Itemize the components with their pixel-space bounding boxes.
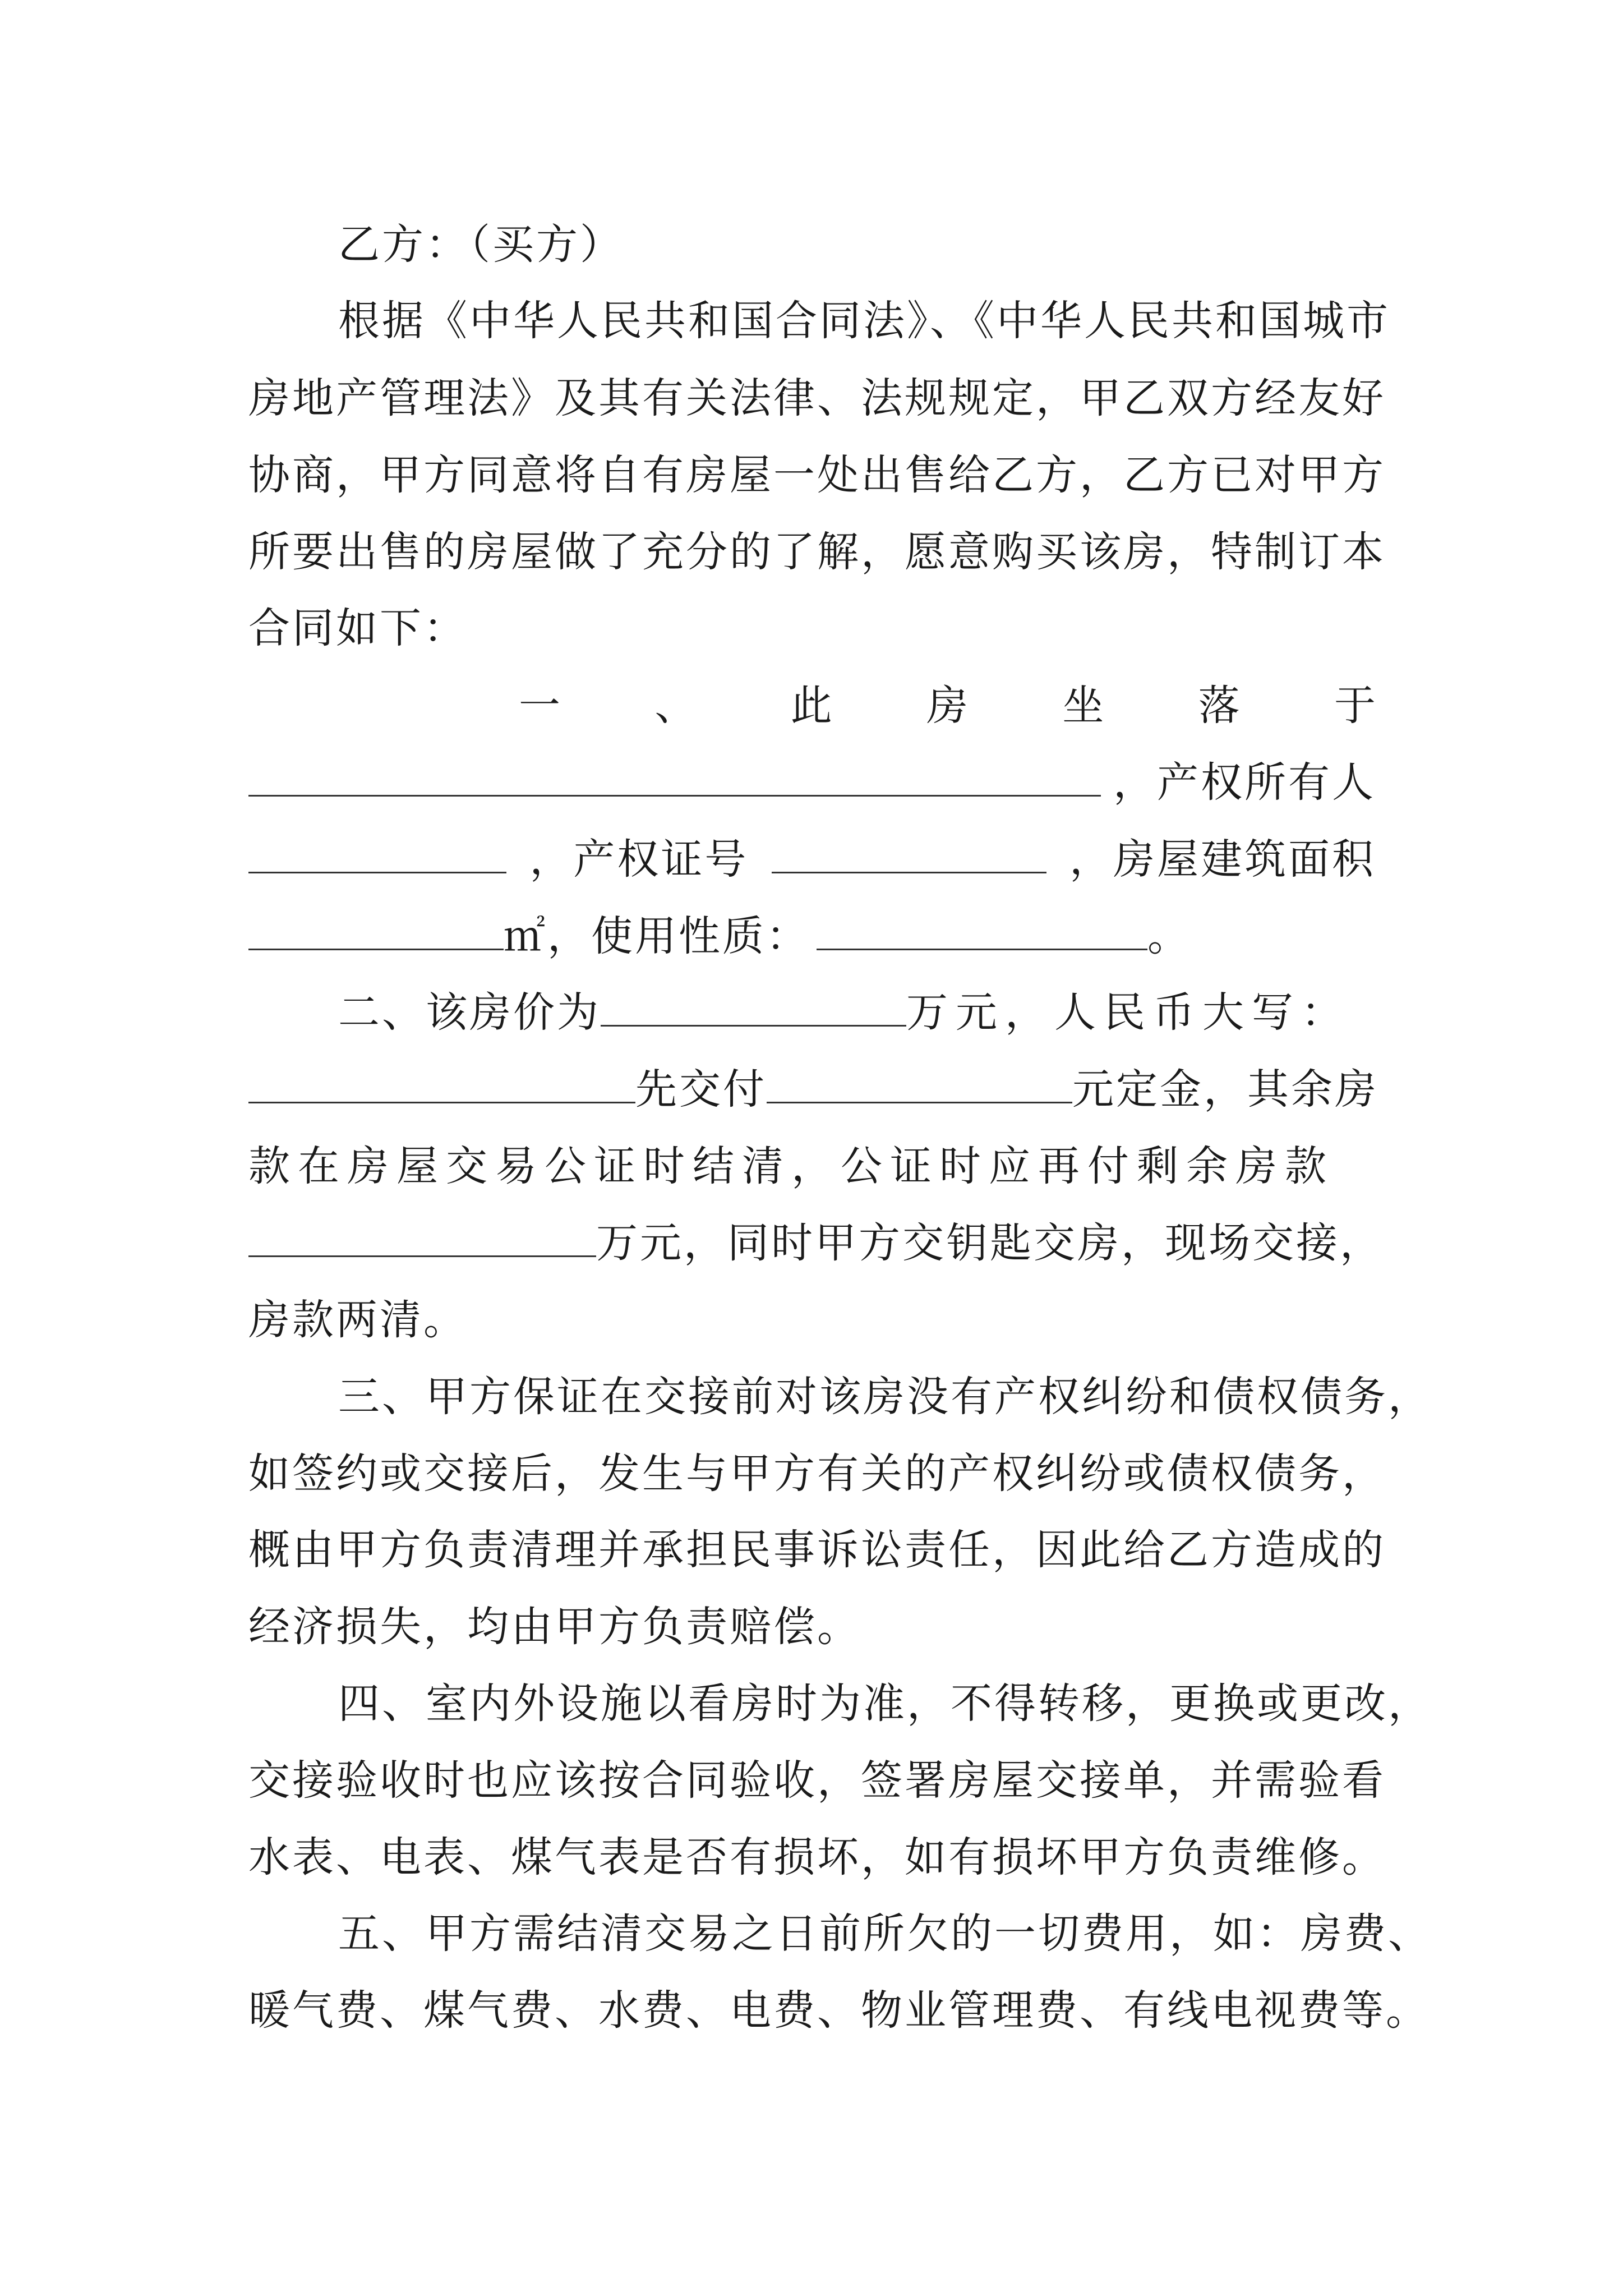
price-label: 二、该房价为 (338, 988, 601, 1037)
clause-1-char-6: 落 (1198, 682, 1240, 730)
clause-1-end: 。 (1147, 912, 1191, 960)
cert-label: ，产权证号 (529, 835, 749, 884)
clause-2-line-1 (248, 984, 1376, 1041)
clause-2-line-2 (248, 1061, 1376, 1117)
clause-1-line-4 (248, 908, 1376, 964)
party-b-line: 乙方：（买方） (338, 220, 624, 269)
clause-1-char-7: 于 (1334, 682, 1376, 730)
deposit-unit-label: 元定金，其余房 (1072, 1065, 1378, 1114)
remaining-label: 万元，同时甲方交钥匙交房，现场交接， (596, 1219, 1384, 1267)
clause-2-line-3: 款在房屋交易公证时结清，公证时应再付剩余房款 (248, 1142, 1334, 1190)
clause-5-line-2: 暖气费、煤气费、水费、电费、物业管理费、有线电视费等。 (248, 1986, 1430, 2035)
area-unit-label: ㎡，使用性质： (504, 912, 810, 960)
owner-label: ，产权所有人 (1113, 758, 1376, 807)
intro-line-1: 根据《中华人民共和国合同法》、《中华人民共和国城市 (338, 297, 1390, 345)
intro-line-3: 协商，甲方同意将自有房屋一处出售给乙方，乙方已对甲方 (248, 451, 1386, 499)
usage-blank[interactable] (817, 912, 1147, 950)
remaining-blank[interactable] (248, 1218, 596, 1257)
price-uppercase-blank[interactable] (248, 1065, 635, 1103)
area-blank[interactable] (248, 912, 504, 950)
clause-4-line-3: 水表、电表、煤气表是否有损坏，如有损坏甲方负责维修。 (248, 1833, 1386, 1881)
clause-1-heading (519, 678, 1376, 734)
clause-5-line-1: 五、甲方需结清交易之日前所欠的一切费用，如：房费、 (338, 1910, 1432, 1958)
cert-number-blank[interactable] (772, 835, 1046, 873)
clause-1-char-5: 坐 (1062, 682, 1104, 730)
price-unit-label: 万元，人民币大写： (906, 988, 1350, 1037)
clause-1-char-1: 一 (519, 682, 560, 730)
clause-3-line-1: 三、甲方保证在交接前对该房没有产权纠纷和债权债务， (338, 1373, 1432, 1421)
deposit-label: 先交付 (635, 1065, 767, 1114)
intro-line-5: 合同如下： (248, 604, 467, 652)
price-blank[interactable] (601, 988, 906, 1027)
clause-1-char-3: 此 (790, 682, 832, 730)
clause-4-line-2: 交接验收时也应该按合同验收，签署房屋交接单，并需验看 (248, 1756, 1386, 1805)
clause-4-line-1: 四、室内外设施以看房时为准，不得转移，更换或更改， (338, 1680, 1432, 1728)
clause-3-line-3: 概由甲方负责清理并承担民事诉讼责任，因此给乙方造成的 (248, 1526, 1386, 1574)
clause-3-line-4: 经济损失，均由甲方负责赔偿。 (248, 1603, 861, 1651)
area-label: ，房屋建筑面积 (1069, 835, 1376, 884)
owner-blank[interactable] (248, 835, 506, 873)
intro-line-2: 房地产管理法》及其有关法律、法规规定，甲乙双方经友好 (248, 374, 1386, 422)
clause-2-line-5: 房款两清。 (248, 1296, 467, 1344)
clause-1-line-2 (248, 754, 1376, 811)
clause-1-char-4: 房 (926, 682, 968, 730)
clause-3-line-2: 如签约或交接后，发生与甲方有关的产权纠纷或债权债务， (248, 1450, 1386, 1498)
deposit-blank[interactable] (767, 1065, 1072, 1103)
intro-line-4: 所要出售的房屋做了充分的了解，愿意购买该房，特制订本 (248, 528, 1386, 576)
clause-2-line-4 (248, 1215, 1384, 1271)
location-blank[interactable] (248, 758, 1101, 797)
clause-1-char-2: 、 (654, 682, 697, 730)
clause-1-line-3 (248, 831, 1376, 887)
